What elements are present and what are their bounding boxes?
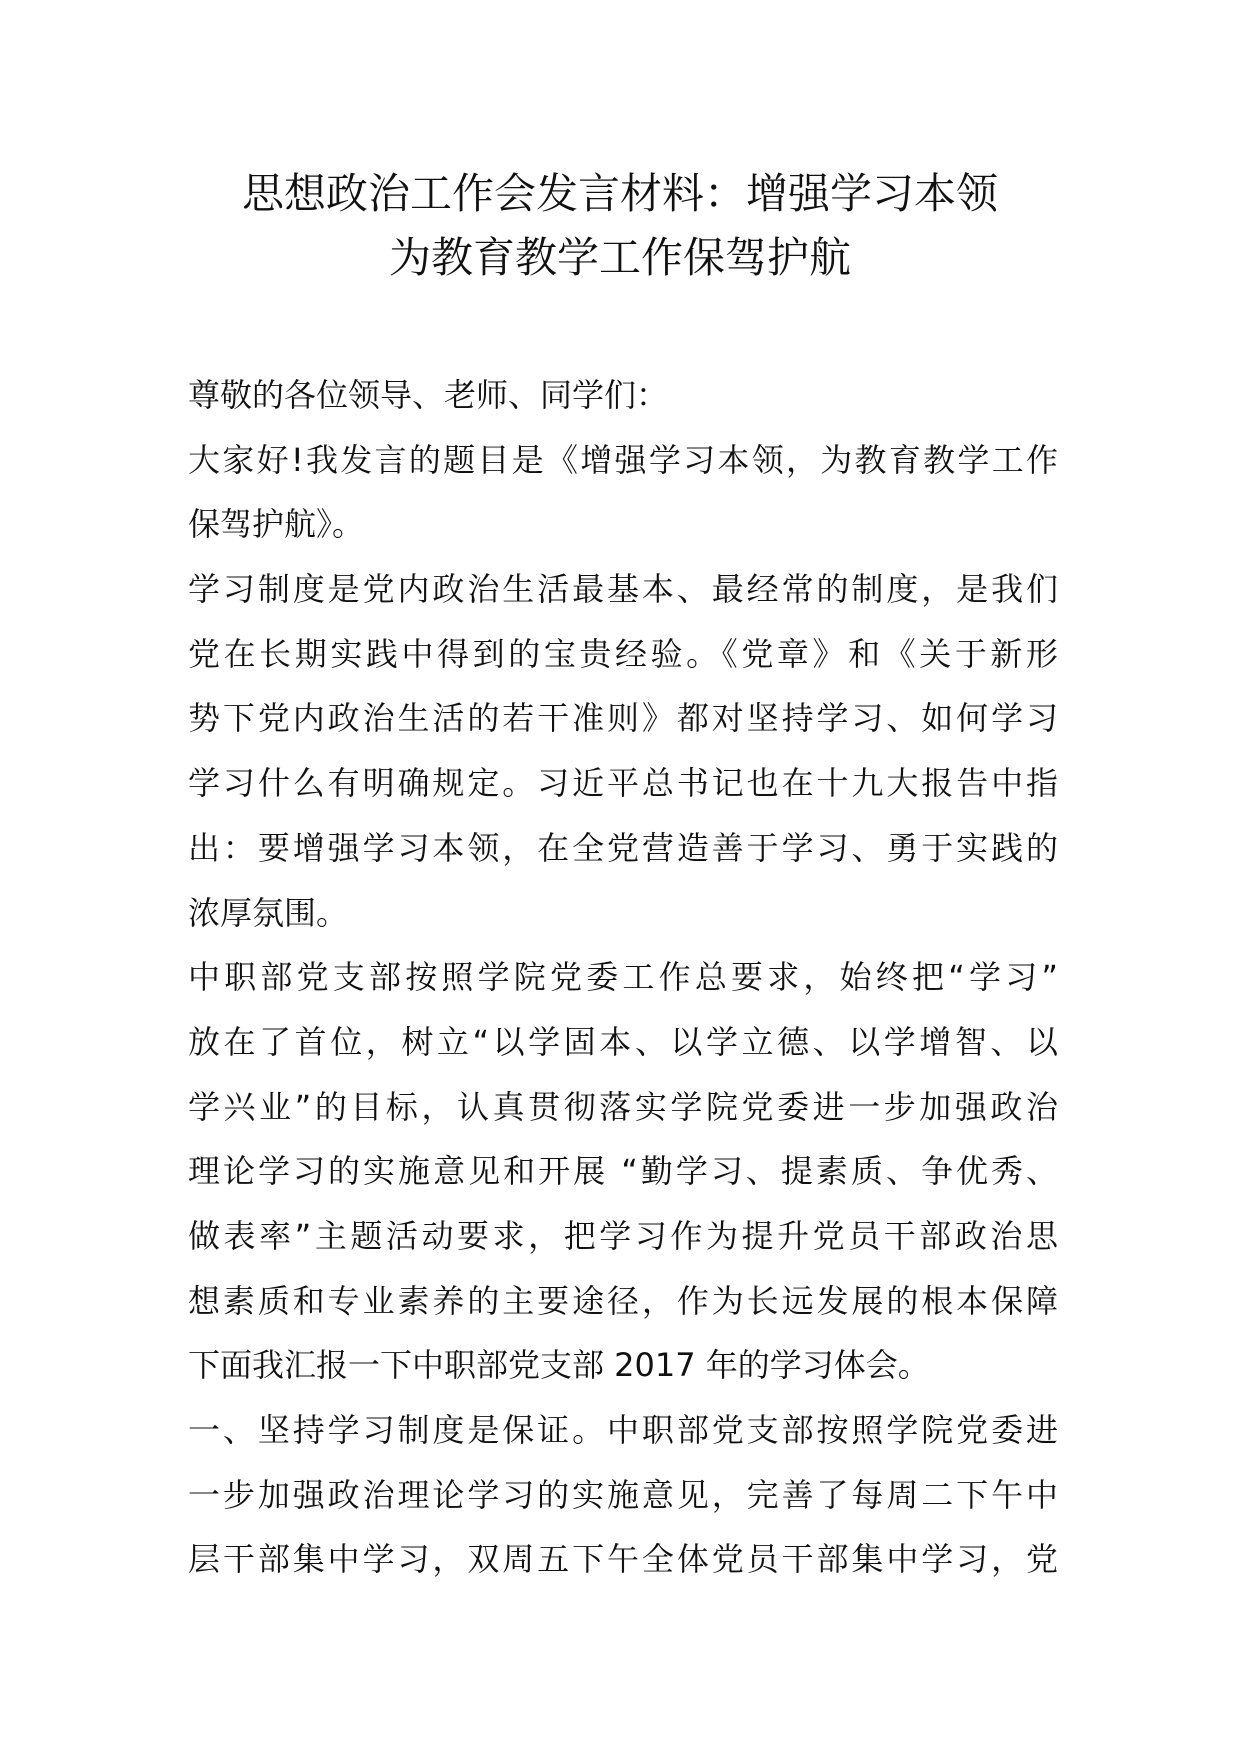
body-line: 层干部集中学习，双周五下午全体党员干部集中学习，党 [188,1540,1058,1579]
document-title [150,162,1090,290]
body-line: 浓厚氛围。 [188,893,349,932]
body-line: 一步加强政治理论学习的实施意见，完善了每周二下午中 [188,1475,1058,1514]
body-line: 学兴业”的目标，认真贯彻落实学院党委进一步加强政治 [188,1087,1058,1126]
body-line: 放在了首位，树立“以学固本、以学立德、以学增智、以 [188,1022,1058,1061]
body-line: 做表率”主题活动要求，把学习作为提升党员干部政治思 [188,1216,1058,1255]
body-line: 理论学习的实施意见和开展 “勤学习、提素质、争优秀、 [188,1152,1058,1191]
document-body [188,363,1058,1592]
body-line: 学习什么有明确规定。习近平总书记也在十九大报告中指 [188,764,1058,803]
body-line: 势下党内政治生活的若干准则》都对坚持学习、如何学习 [188,699,1058,738]
title-line-2: 为教育教学工作保驾护航 [388,233,851,282]
title-line-1: 思想政治工作会发言材料：增强学习本领 [241,169,998,218]
body-line: 保驾护航》。 [188,505,365,544]
body-line: 一、坚持学习制度是保证。中职部党支部按照学院党委进 [188,1411,1058,1449]
body-line: 下面我汇报一下中职部党支部 2017 年的学习体会。 [188,1346,930,1385]
body-line: 大家好!我发言的题目是《增强学习本领，为教育教学工作 [188,440,1058,479]
body-line: 尊敬的各位领导、老师、同学们： [188,376,669,414]
body-line: 中职部党支部按照学院党委工作总要求，始终把“学习” [188,958,1058,997]
body-line: 党在长期实践中得到的宝贵经验。《党章》和《关于新形 [188,634,1058,673]
body-line: 学习制度是党内政治生活最基本、最经常的制度，是我们 [188,570,1058,609]
body-line: 出：要增强学习本领，在全党营造善于学习、勇于实践的 [188,828,1058,867]
body-line: 想素质和专业素养的主要途径，作为长远发展的根本保障 [188,1281,1058,1320]
